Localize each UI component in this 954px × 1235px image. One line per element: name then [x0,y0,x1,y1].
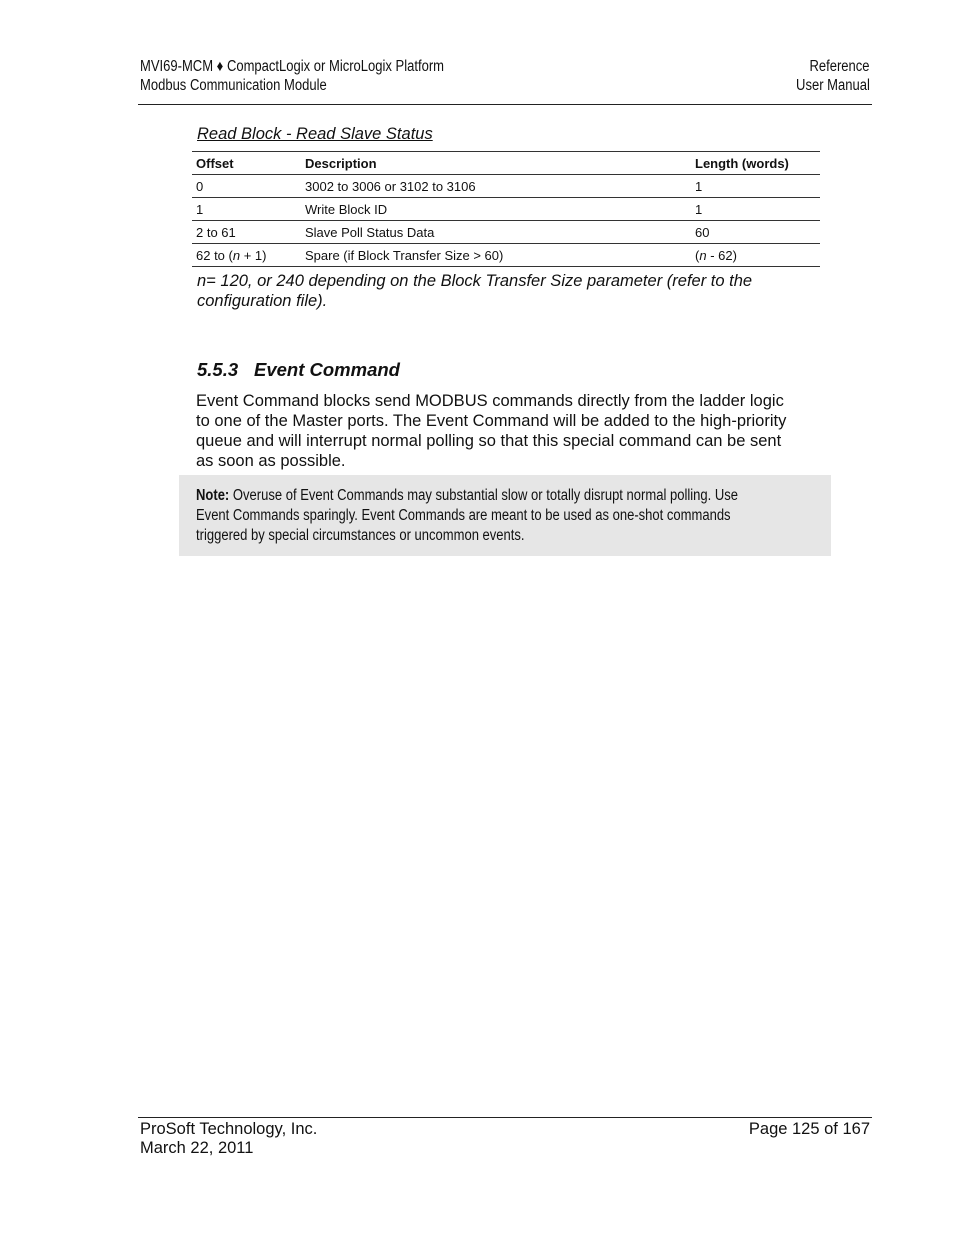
cell-description: Slave Poll Status Data [301,221,691,244]
footer-page-number: Page 125 of 167 [748,1120,870,1138]
footer-company: ProSoft Technology, Inc. [140,1120,318,1138]
column-header-offset: Offset [192,152,301,175]
header-doc-type: User Manual [796,77,870,94]
cell-offset: 2 to 61 [192,221,301,244]
header-left [140,57,502,95]
table-row [192,221,820,244]
header-module-name: Modbus Communication Module [140,77,327,94]
cell-description: Write Block ID [301,198,691,221]
cell-length: 1 [691,198,820,221]
section-number: 5.5.3 [197,359,239,380]
table-caption: Read Block - Read Slave Status [197,125,433,143]
column-header-description: Description [301,152,691,175]
note-label: Note: [196,487,230,504]
section-title: Event Command [254,359,400,380]
cell-offset: 1 [192,198,301,221]
header-right [782,57,870,95]
footer-date: March 22, 2011 [140,1139,254,1157]
header-product-title: MVI69-MCM ♦ CompactLogix or MicroLogix Platform [140,58,445,75]
section-body-paragraph: Event Command blocks send MODBUS commands directly from the ladder logic to one of the Master ports. The Event Command will be added to the high-priority queue and will interrupt normal polling so that this special command can be sent as soon as possible. [196,392,787,470]
cell-offset: 62 to (n + 1) [192,244,301,267]
header-section-label: Reference [809,58,870,75]
section-heading [197,359,400,381]
cell-offset: 0 [192,175,301,198]
table-row [192,175,820,198]
cell-description: 3002 to 3006 or 3102 to 3106 [301,175,691,198]
footer-divider [138,1117,872,1118]
table-header-row [192,152,820,175]
read-slave-status-table [192,151,820,267]
note-text: Note: Overuse of Event Commands may substantial slow or totally disrupt normal polling. Use Event Commands sparingly. Event Commands are meant to be used as one-shot commands triggered by special circumstances or uncommon events. [196,487,738,544]
cell-length: 60 [691,221,820,244]
cell-length: 1 [691,175,820,198]
table-row [192,198,820,221]
table-row [192,244,820,267]
column-header-length: Length (words) [691,152,820,175]
cell-length: (n - 62) [691,244,820,267]
cell-description: Spare (if Block Transfer Size > 60) [301,244,691,267]
header-divider [138,104,872,105]
footer-left [140,1120,317,1158]
table-footnote: n= 120, or 240 depending on the Block Transfer Size parameter (refer to the configuration file). [197,272,753,310]
